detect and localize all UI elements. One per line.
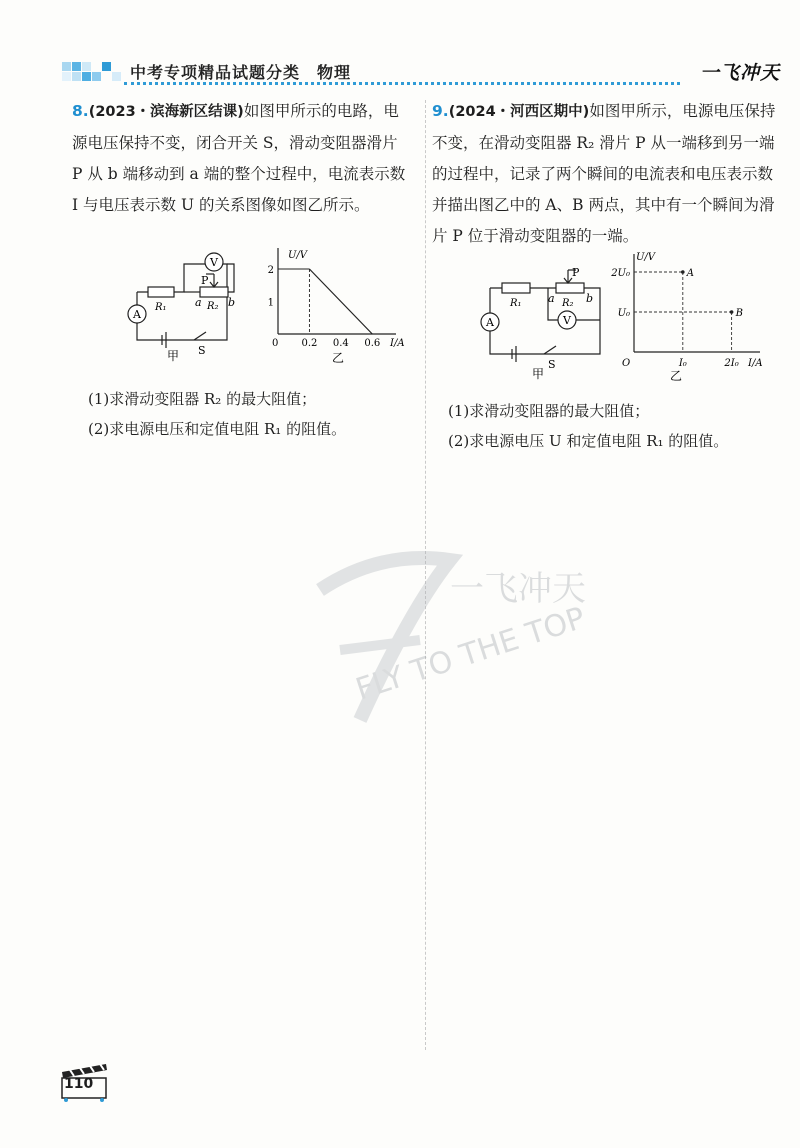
q8-graph-x-label: I/A [390,338,405,349]
header-title: 中考专项精品试题分类 物理 [130,63,352,82]
q9-circuit-caption: 甲 [532,367,545,381]
q9-r1: R₁ [510,298,522,309]
q8-graph-y-tick: 1 [267,297,274,309]
q9-graph-x-tick: I₀ [678,358,687,369]
q9-graph-point-label: B [735,308,743,319]
q8-graph-origin: 0 [272,338,279,349]
q8-voltmeter: V [210,256,218,269]
header-squares-icon [62,58,124,88]
q9-graph-point [681,270,685,274]
q8-graph-x-tick: 0.2 [301,338,318,349]
q9-slider-p: P [572,266,580,279]
question-8-number: 8. [72,102,89,120]
question-8-text: 如图甲所示的电路，电源电压保持不变，闭合开关 S，滑动变阻器滑片 P 从 b 端移动到 a 端的整个过程中，电流表示数 I 与电压表示数 U 的关系图像如图乙所示。 [72,102,406,214]
q8-end-b: b [228,296,236,309]
q9-r2: R₂ [562,298,574,309]
question-9-subquestions [448,396,788,456]
q9-graph-caption: 乙 [670,369,683,383]
question-9-source: (2024・河西区期中) [448,104,590,120]
question-8 [72,96,412,221]
question-8-sub-1: (1)求滑动变阻器 R₂ 的最大阻值； [88,390,317,408]
q8-ui-graph [262,244,405,366]
q9-switch: S [548,358,556,371]
q9-end-b: b [586,292,594,305]
q8-graph-y-label: U/V [288,250,308,261]
question-9-sub-2: (2)求电源电压 U 和定值电阻 R₁ 的阻值。 [448,432,729,450]
page-number-badge [60,1062,110,1102]
q8-switch: S [198,344,206,357]
q8-r1: R₁ [155,302,167,313]
question-8-subquestions [88,384,418,444]
q9-end-a: a [548,292,555,305]
q8-circuit-diagram [122,244,252,363]
q8-ammeter: A [133,308,141,321]
q8-graph-series-line [309,269,372,334]
question-9-text: 如图甲所示，电源电压保持不变，在滑动变阻器 R₂ 滑片 P 从一端移到另一端的过程中，记录了两个瞬间的电流表和电压表示数并描出图乙中的 A、B 两点，其中有一个瞬间为滑片 P 位于滑动变阻器的一端。 [432,102,776,245]
q9-graph-x-label: I/A [748,358,763,369]
q9-graph-y-tick: U₀ [617,308,630,319]
q9-graph-y-label: U/V [636,252,656,263]
header-dotted-rule [124,82,680,85]
page-header [62,56,782,92]
q9-voltmeter: V [563,314,571,327]
q9-graph-origin: O [622,358,631,369]
question-9-sub-1: (1)求滑动变阻器的最大阻值； [448,402,650,420]
q9-graph-point-label: A [686,268,695,279]
q8-graph-caption: 乙 [332,351,345,365]
q8-slider-p: P [201,274,209,287]
watermark-en: FLY TO THE TOP [351,600,590,708]
q8-graph-x-tick: 0.6 [364,338,381,349]
q9-circuit-diagram [472,262,612,382]
q8-graph-x-tick: 0.4 [332,338,349,349]
q9-graph-point [730,310,734,314]
question-9 [432,96,780,252]
question-8-sub-2: (2)求电源电压和定值电阻 R₁ 的阻值。 [88,420,347,438]
q9-graph-y-tick: 2U₀ [611,268,630,279]
watermark-cn: 一飞冲天 [450,569,586,609]
q8-circuit-caption: 甲 [167,349,180,363]
q8-end-a: a [195,296,202,309]
q9-ammeter: A [486,316,494,329]
q9-ui-graph [604,248,764,384]
question-9-number: 9. [432,102,449,120]
page-number: 110 [64,1076,94,1092]
q8-graph-y-tick: 2 [267,265,274,276]
question-8-source: (2023・滨海新区结课) [88,104,244,120]
q9-graph-x-tick: 2I₀ [724,358,739,369]
watermark-logo [300,530,590,740]
q8-r2: R₂ [207,301,219,312]
header-brand: 一飞冲天 [699,62,780,84]
